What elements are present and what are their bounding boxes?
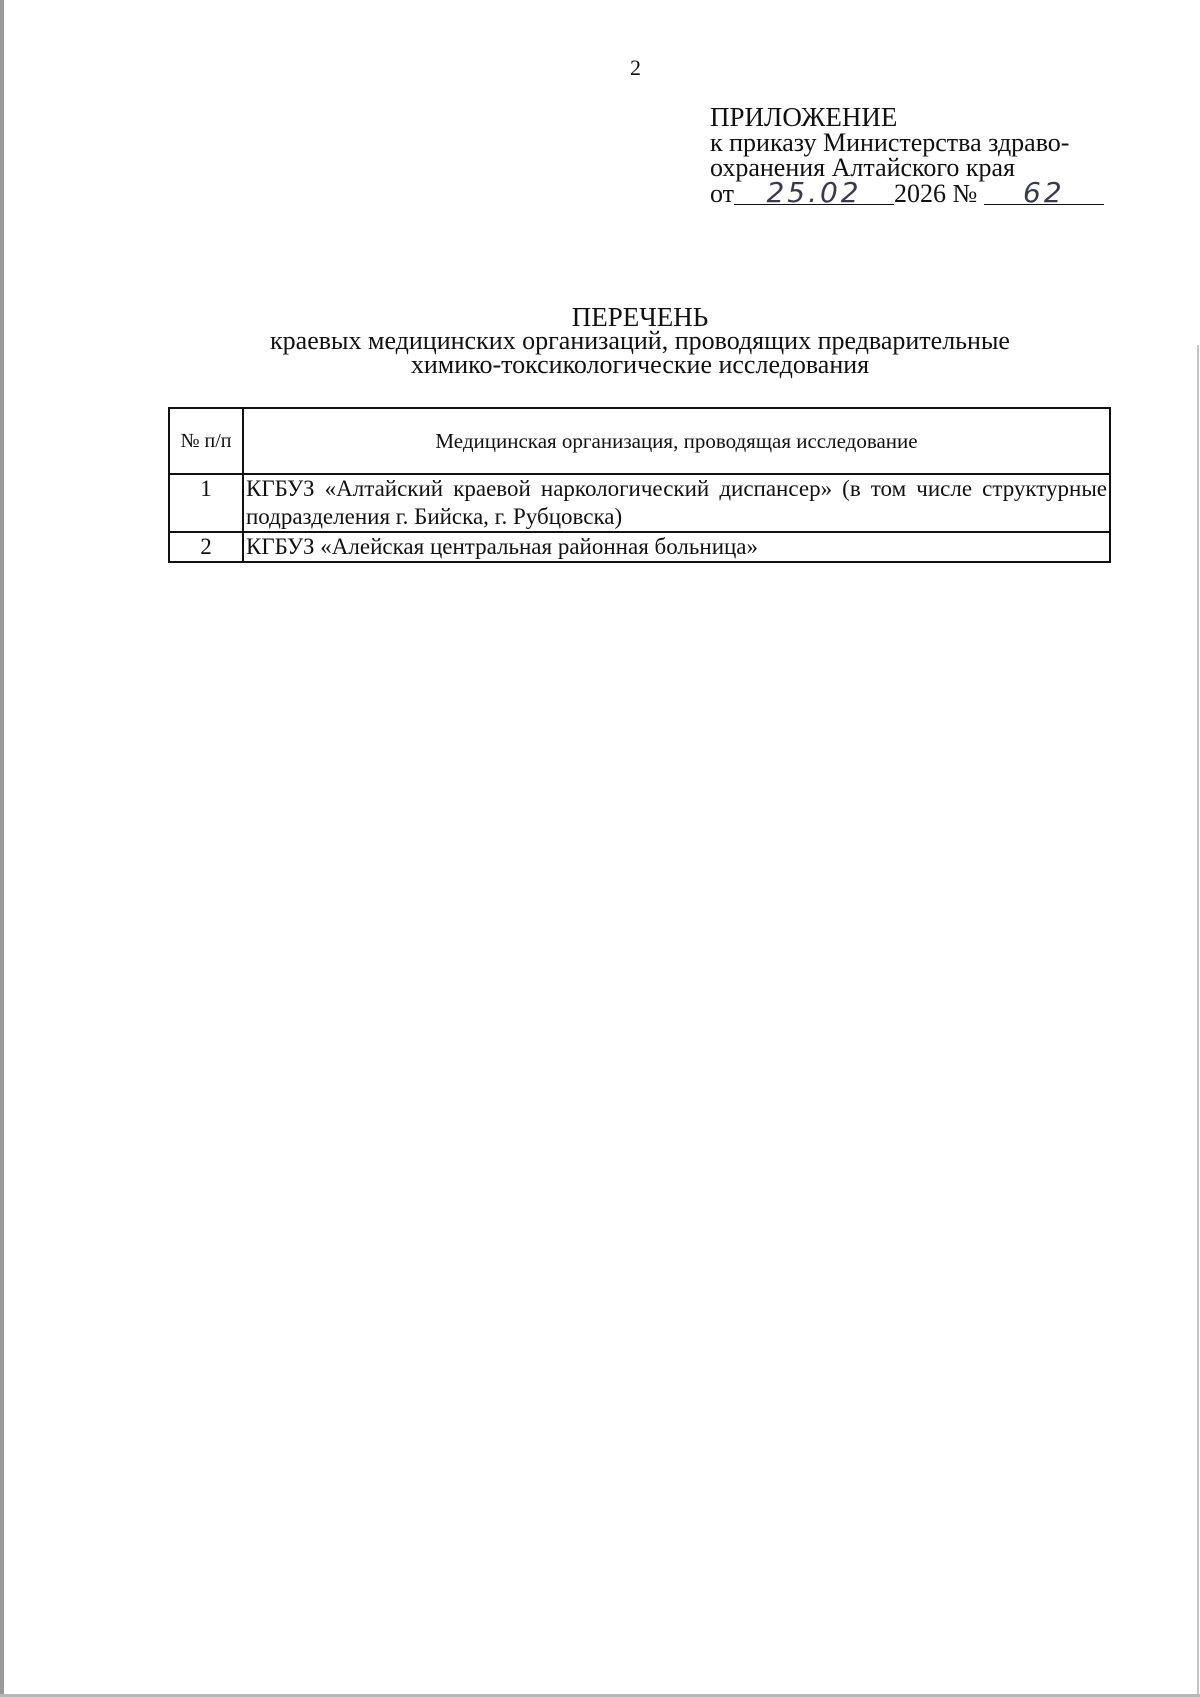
scan-left-edge [0,0,4,1697]
row-organization: КГБУЗ «Алтайский краевой наркологический диспансер» (в том числе структурные подразделения г. Бийска, г. Рубцовска) [243,474,1110,532]
appendix-date-line [710,176,1130,209]
heading-subtitle-line-2: химико-токсикологические исследования [410,350,870,379]
date-field [734,176,894,209]
row-number: 2 [169,532,243,562]
document-heading [200,302,1080,379]
number-field [984,176,1104,209]
date-handwritten: 25.02 [766,176,862,209]
scan-right-edge [1197,345,1199,1697]
table-row [169,474,1110,532]
table-header-row [169,408,1110,474]
date-prefix: от [710,179,735,208]
appendix-block [710,102,1130,209]
heading-subtitle-line-1: краевых медицинских организаций, проводящих предварительные [270,326,1010,355]
appendix-title: ПРИЛОЖЕНИЕ [710,102,898,132]
page-number: 2 [630,55,641,80]
number-sign: № [952,179,978,208]
year: 2026 [894,179,947,208]
appendix-line-2: охранения Алтайского края [710,153,1016,182]
heading-title: ПЕРЕЧЕНЬ [571,302,709,332]
table-row [169,532,1110,562]
appendix-line-1: к приказу Министерства здраво- [710,128,1070,157]
header-organization: Медицинская организация, проводящая исследование [243,408,1110,474]
row-organization: КГБУЗ «Алейская центральная районная больница» [243,532,1110,562]
organizations-table [168,407,1111,563]
header-number: № п/п [169,408,243,474]
number-handwritten: 62 [1023,176,1065,209]
row-number: 1 [169,474,243,532]
